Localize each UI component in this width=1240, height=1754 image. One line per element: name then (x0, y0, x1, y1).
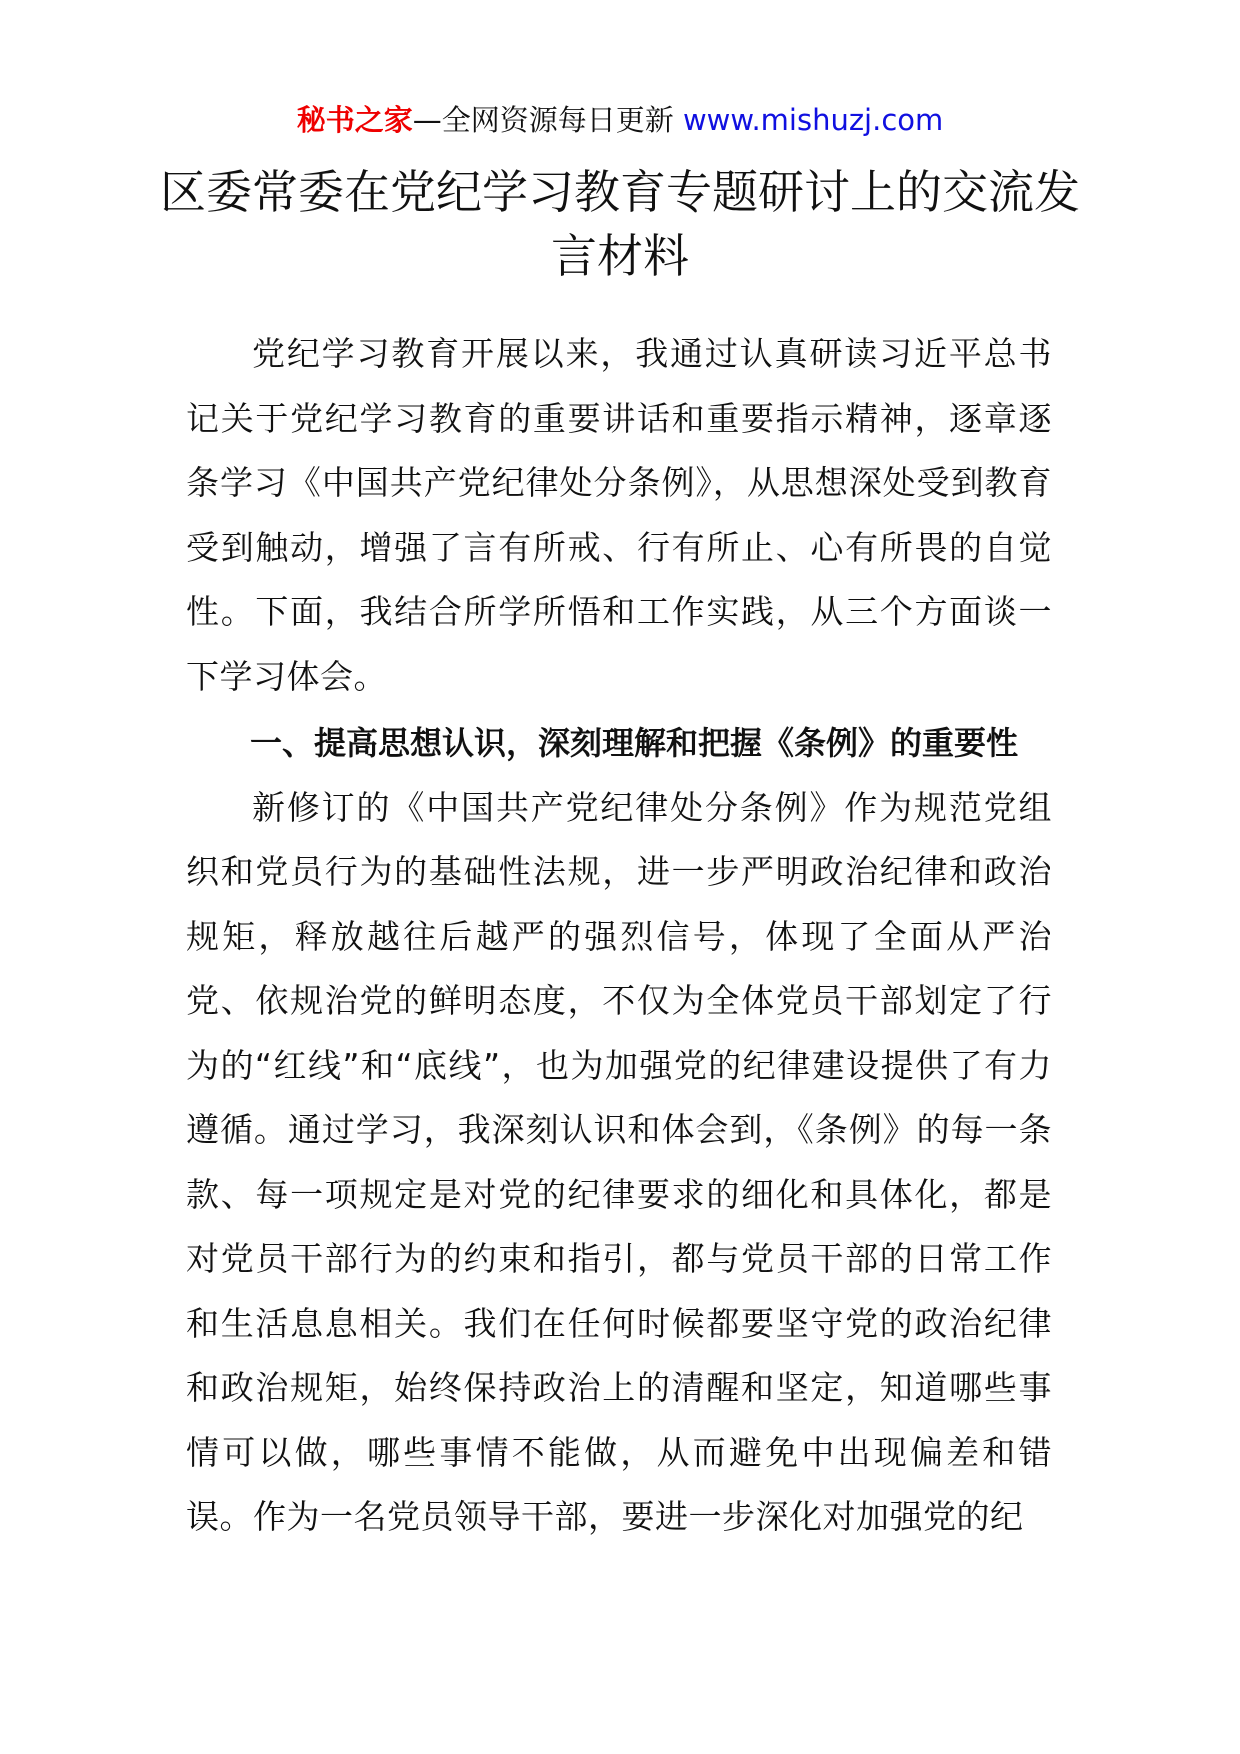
header-tagline: —全网资源每日更新 (412, 103, 674, 137)
section-heading-1: 一、提高思想认识，深刻理解和把握《条例》的重要性 (250, 724, 1019, 762)
brand-name: 秘书之家 (296, 103, 413, 137)
site-url-link[interactable]: www.mishuzj.com (682, 103, 944, 137)
document-title: 区委常委在党纪学习教育专题研讨上的交流发言材料 (160, 165, 1080, 283)
section-1-paragraph: 新修订的《中国共产党纪律处分条例》作为规范党组织和党员行为的基础性法规，进一步严明政治纪律和政治规矩，释放越往后越严的强烈信号，体现了全面从严治党、依规治党的鲜明态度，不仅为全体党员干部划定了行为的“红线”和“底线”，也为加强党的纪律建设提供了有力遵循。通过学习，我深刻认识和体会到，《条例》的每一条款、每一项规定是对党的纪律要求的细化和具体化，都是对党员干部行为的约束和指引，都与党员干部的日常工作和生活息息相关。我们在任何时候都要坚守党的政治纪律和政治规矩，始终保持政治上的清醒和坚定，知道哪些事情可以做，哪些事情不能做，从而避免中出现偏差和错误。作为一名党员领导干部，要进一步深化对加强党的纪 (186, 787, 1052, 1536)
watermark-header (0, 100, 1240, 140)
document-body (186, 322, 1052, 1550)
intro-paragraph: 党纪学习教育开展以来，我通过认真研读习近平总书记关于党纪学习教育的重要讲话和重要指示精神，逐章逐条学习《中国共产党纪律处分条例》，从思想深处受到教育受到触动，增强了言有所戒、行有所止、心有所畏的自觉性。下面，我结合所学所悟和工作实践，从三个方面谈一下学习体会。 (186, 334, 1052, 696)
